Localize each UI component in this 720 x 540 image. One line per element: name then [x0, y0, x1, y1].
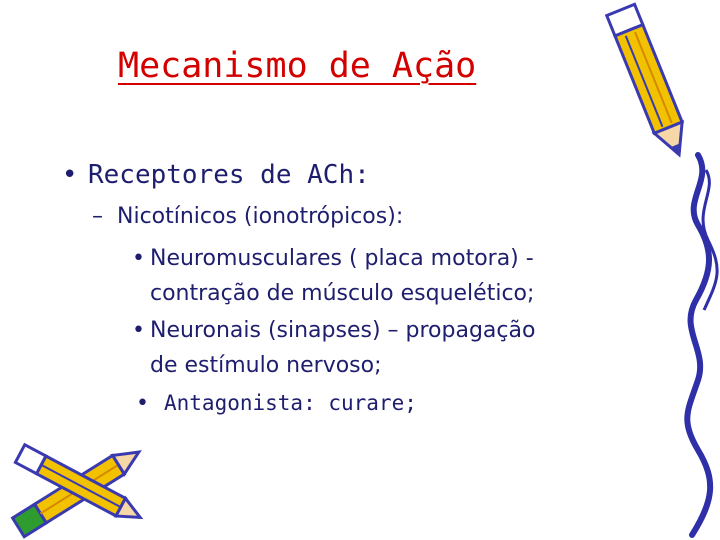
- crossed-pencils-icon: [0, 430, 160, 540]
- bullet-marker: •: [132, 246, 145, 271]
- bullet-text: Neuromusculares ( placa motora) -: [150, 246, 534, 271]
- bullet-text: Neuronais (sinapses) – propagação: [150, 318, 536, 343]
- bullet-level-3: [132, 246, 534, 271]
- border-squiggle-icon: [668, 150, 720, 540]
- bullet-marker: •: [62, 160, 78, 190]
- slide-title: Mecanismo de Ação: [118, 46, 477, 86]
- bullet-marker: •: [136, 391, 149, 416]
- bullet-text: de estímulo nervoso;: [150, 353, 382, 378]
- bullet-level-1: [62, 160, 370, 190]
- bullet-text: contração de músculo esquelético;: [150, 281, 535, 306]
- bullet-level-3: [132, 318, 536, 343]
- bullet-level-2: [92, 204, 404, 229]
- bullet-continuation: [150, 353, 382, 378]
- bullet-text: Antagonista: curare;: [164, 391, 417, 415]
- bullet-text: Nicotínicos (ionotrópicos):: [117, 204, 404, 229]
- bullet-marker: •: [132, 318, 145, 343]
- bullet-level-3: [136, 391, 417, 416]
- pencil-icon: [596, 0, 706, 170]
- bullet-marker: –: [92, 204, 103, 229]
- bullet-text: Receptores de ACh:: [88, 160, 370, 190]
- bullet-continuation: [150, 281, 534, 306]
